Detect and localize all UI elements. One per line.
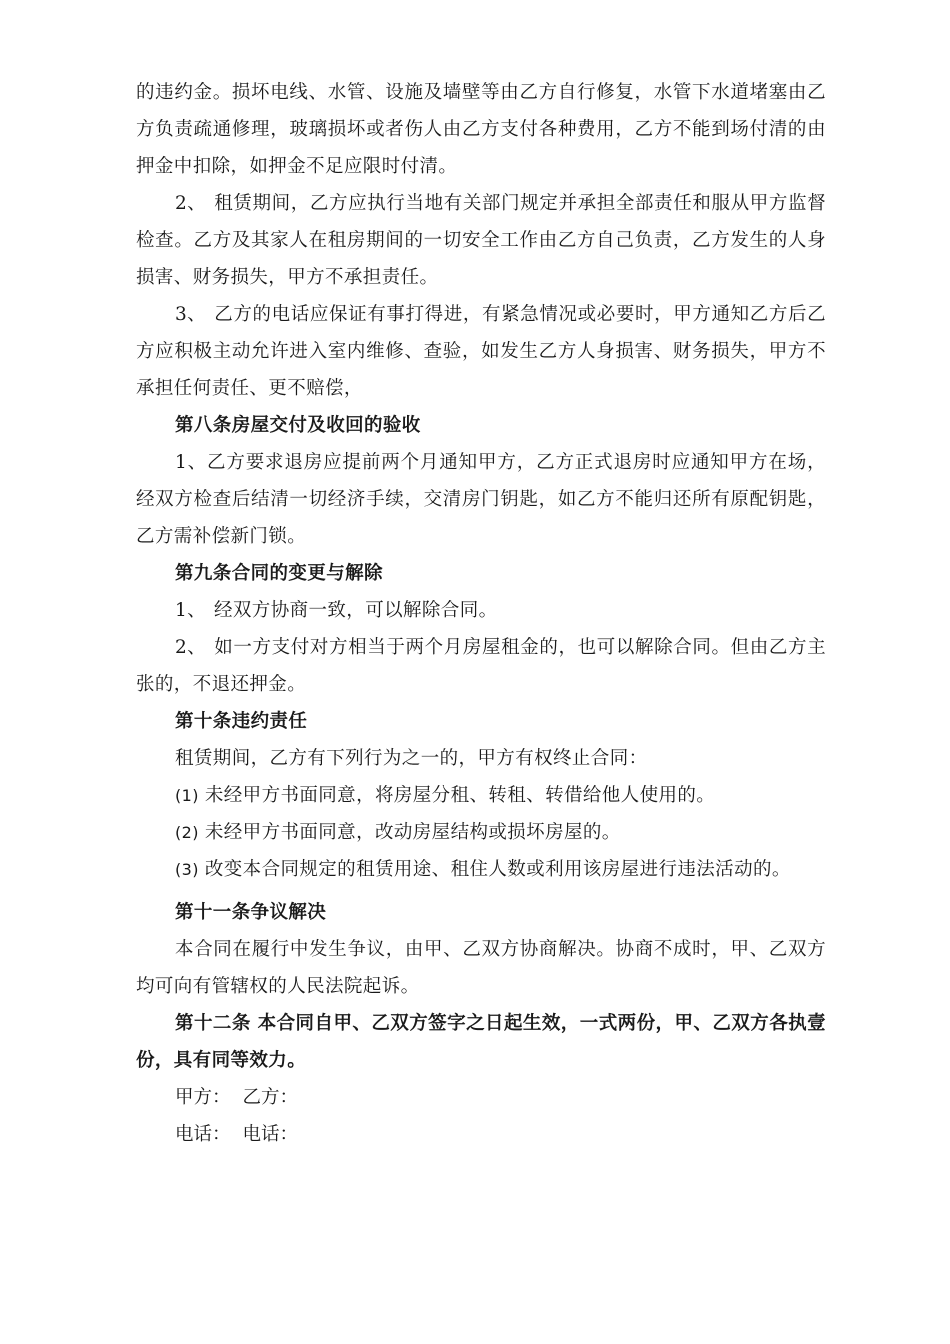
- phone-a-label: 电话：: [175, 1124, 231, 1145]
- signature-phones: [136, 1116, 826, 1153]
- list-item-text: 改变本合同规定的租赁用途、租住人数或利用该房屋进行违法活动的。: [204, 859, 791, 880]
- article-8-heading: 第八条房屋交付及收回的验收: [175, 415, 421, 436]
- clause-text: 乙方的电话应保证有事打得进，有紧急情况或必要时，甲方通知乙方后乙方应积极主动允许进入室内维修、查验，如发生乙方人身损害、财务损失，甲方不承担任何责任、更不赔偿，: [136, 304, 826, 399]
- list-marker: (1): [175, 786, 199, 805]
- article-11-text: 本合同在履行中发生争议，由甲、乙双方协商解决。协商不成时，甲、乙双方均可向有管辖权的人民法院起诉。: [136, 939, 826, 997]
- clause-number: 2、: [175, 637, 207, 658]
- article-9-heading: 第九条合同的变更与解除: [175, 563, 383, 584]
- article-10-item-2: [136, 814, 826, 851]
- document-body: [136, 74, 826, 1153]
- signature-parties: [136, 1079, 826, 1116]
- article-10-item-1: [136, 777, 826, 814]
- list-marker: (2): [175, 823, 199, 842]
- article-10-item-3: [136, 851, 826, 888]
- clause-item-2: [136, 185, 826, 296]
- clause-text: 经双方协商一致，可以解除合同。: [214, 600, 498, 621]
- article-8-clause-1: 1、乙方要求退房应提前两个月通知甲方，乙方正式退房时应通知甲方在场，经双方检查后结清一切经济手续，交清房门钥匙，如乙方不能归还所有原配钥匙，乙方需补偿新门锁。: [136, 452, 826, 547]
- clause-number: 3、: [175, 304, 207, 325]
- article-9-clause-2: [136, 629, 826, 703]
- list-marker: (3): [175, 860, 199, 879]
- clause-number: 2、: [175, 193, 207, 214]
- list-item-text: 未经甲方书面同意，将房屋分租、转租、转借给他人使用的。: [204, 785, 716, 806]
- article-10-heading: 第十条违约责任: [175, 711, 308, 732]
- article-10-intro: 租赁期间，乙方有下列行为之一的，甲方有权终止合同：: [175, 748, 648, 769]
- clause-item-3: [136, 296, 826, 407]
- article-9-clause-1: [136, 592, 826, 629]
- clause-number: 1、: [175, 600, 207, 621]
- article-11-heading: 第十一条争议解决: [175, 902, 327, 923]
- list-item-text: 未经甲方书面同意，改动房屋结构或损坏房屋的。: [204, 822, 621, 843]
- clause-text: 如一方支付对方相当于两个月房屋租金的，也可以解除合同。但由乙方主张的，不退还押金。: [136, 637, 826, 695]
- clause-text: 租赁期间，乙方应执行当地有关部门规定并承担全部责任和服从甲方监督检查。乙方及其家人在租房期间的一切安全工作由乙方自己负责，乙方发生的人身损害、财务损失，甲方不承担责任。: [136, 193, 826, 288]
- paragraph-continued: 的违约金。损坏电线、水管、设施及墙壁等由乙方自行修复，水管下水道堵塞由乙方负责疏通修理，玻璃损坏或者伤人由乙方支付各种费用，乙方不能到场付清的由押金中扣除，如押金不足应限时付清。: [136, 82, 826, 177]
- party-a-label: 甲方：: [175, 1087, 231, 1108]
- article-12-text: 第十二条 本合同自甲、乙双方签字之日起生效，一式两份，甲、乙双方各执壹份，具有同等效力。: [136, 1013, 826, 1071]
- party-b-label: 乙方：: [242, 1087, 299, 1108]
- phone-b-label: 电话：: [242, 1124, 299, 1145]
